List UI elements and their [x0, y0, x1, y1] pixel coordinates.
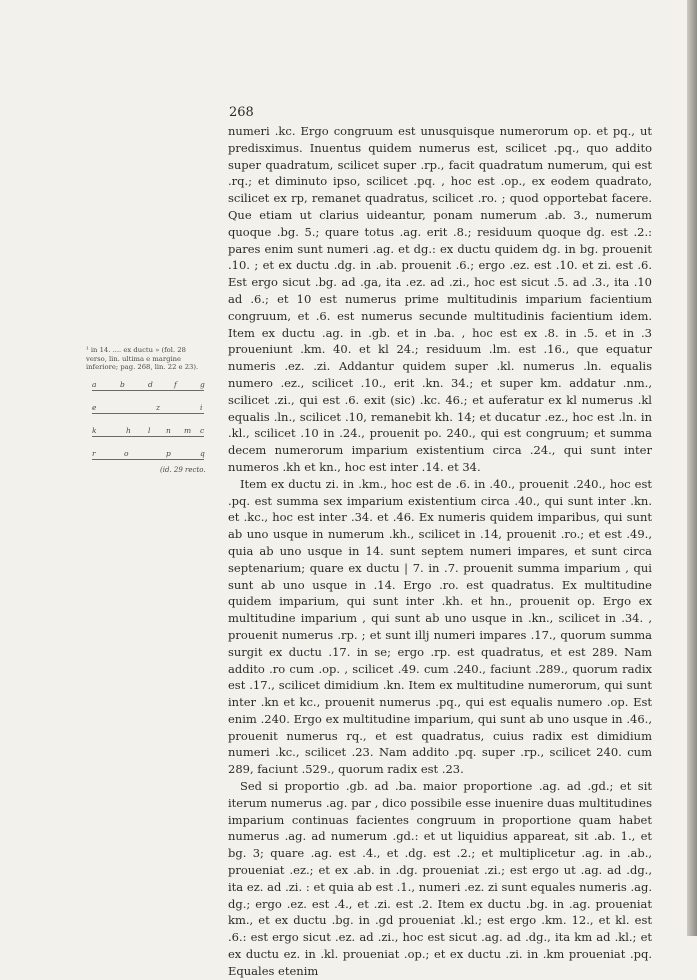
paragraph-3: Sed si proportio .gb. ad .ba. maior proportione .ag. ad .gd.; et sit iterum numerus .ag. par , dico possibile esse inuenire duas multitudines imparium continuas facientes congruum in proportione quam habet numerus .ag. ad numerum .gd.: et ut liquidius appareat, sit .ab. 1., et bg. 3; quare .ag. est .4., et .dg. est .2.; et multiplicetur .ag. in .ab., proueniat .ez.; et ex .ab. in .dg. proueniat .zi.; est ergo ut .ag. ad .dg., ita ez. ad .zi. : et quia ab est .1., numeri .ez. zi sunt equales numeris .ag. dg.; ergo .ez. est .4., et .zi. est .2. Item ex ductu .bg. in .ag. proueniat km., et ex ductu .bg. in .gd proueniat .kl.; est ergo .km. 12., et kl. est .6.: est ergo sicut .ez. ad .zi., hoc est sicut .ag. ad .dg., ita km ad .kl.; et ex ductu ez. in .kl. proueniat .op.; et ex ductu .zi. in .km proueniat .pq. Equales etenim	[228, 779, 652, 978]
figure-row-2	[92, 403, 204, 413]
figure-row-4	[92, 449, 204, 459]
figure-letter: d	[148, 380, 153, 389]
figure-segment-ei	[92, 413, 204, 414]
marginal-figure	[92, 380, 204, 472]
figure-letter: c	[200, 426, 205, 435]
figure-letter: n	[166, 426, 171, 435]
figure-letter: p	[166, 449, 171, 458]
margin-note: ¹ in 14. .... ex ductu » (fol. 28 verso, lin. ultima e margine inferiore; pag. 268, lin. 22 e 23).	[86, 346, 199, 372]
figure-letter: b	[120, 380, 125, 389]
page-number: 268	[229, 105, 254, 120]
paragraph-2: Item ex ductu zi. in .km., hoc est de .6. in .40., prouenit .240., hoc est .pq. est summa sex imparium existentium circa .40., qui sunt inter .kn. et .kc., hoc est inter .34. et .46. Ex numeris quidem imparibus, qui sunt ab uno usque in numerum .kh., scilicet in .14, prouenit .ro.; et est .49., quia ab uno usque in 14. sunt septem numeri impares, et sunt circa septenarium; quare ex ductu | 7. in .7. prouenit summa imparium , qui sunt ab uno usque in .14. Ergo .ro. est quadratus. Ex multitudine quidem imparium, qui sunt inter .kh. et hn., prouenit op. Ergo ex multitudine imparium , qui sunt ab uno usque in .kn., scilicet in .34. , prouenit numerus .rp. ; et sunt illj numeri impares .17., quorum summa surgit ex ductu .17. in se; ergo .rp. est quadratus, et est 289. Nam addito .ro cum .op. , scilicet .49. cum .240., faciunt .289., quorum radix est .17., scilicet dimidium .kn. Item ex multitudine numerorum, qui sunt inter .kn et kc., prouenit numerus .pq., qui est equalis numero .op. Est enim .240. Ergo ex multitudine imparium, qui sunt ab uno usque in .46., prouenit numerus rq., et est quadratus, cuius radix est dimidium numeri .kc., scilicet .23. Nam addito .pq. super .rp., scilicet 240. cum 289, faciunt .529., quorum radix est .23.	[228, 476, 652, 777]
figure-segment-rq	[92, 459, 204, 460]
figure-letter: l	[148, 426, 151, 435]
figure-letter: g	[200, 380, 205, 389]
figure-folio-reference: (id. 29 recto.	[160, 466, 206, 474]
paragraph-1: numeri .kc. Ergo congruum est unusquisque numerorum op. et pq., ut predisximus. Inuentus quidem numerus est, scilicet .pq., quo addito super quadratum, scilicet super .rp., facit quadratum numerum, qui est .rq.; et diminuto ipso, scilicet .pq. , hoc est .op., ex eodem quadrato, scilicet ex rp, remanet quadratus, scilicet .ro. ; quod opportebat facere. Que etiam ut clarius uideantur, ponam numerum .ab. 3., numerum quoque .bg. 5.; quare totus .ag. erit .8.; residuum quoque dg. est .2.: pares enim sunt numeri .ag. et dg.: ex ductu quidem dg. in bg. prouenit .10. ; et ex ductu .dg. in .ab. prouenit .6.; ergo .ez. est .10. et zi. est .6. Est ergo sicut .bg. ad .ga, ita .ez. ad .zi., hoc est sicut .5. ad .3., ita .10 ad .6.; et 10 est numerus prime multitudinis imparium facientium congruum, et .6. est numerus secunde multitudinis facientium idem. Item ex ductu .ag. in .gb. et in .ba. , hoc est ex .8. in .5. et in .3 proueniunt .km. 40. et kl 24.; residuum .lm. est .16., que equatur numeris .ez. .zi. Addantur quidem super .kl. numerus .ln. equalis numero .ez., scilicet .10., erit .kn. 34.; et super km. addatur .nm., scilicet .zi., qui est .6. exit (sic) .kc. 46.; et auferatur ex kl numerus .kl equalis .ln., scilicet .10, remanebit kh. 14; et ducatur .ez., hoc est .ln. in .kl., scilicet .10 in .24., prouenit po. 240., qui est congruum; et summa decem numerorum imparium existentium circa .24., qui sunt inter numeros .kh et kn., hoc est inter .14. et 34.	[228, 124, 652, 474]
main-text	[228, 123, 652, 980]
figure-letter: h	[126, 426, 131, 435]
figure-letter: r	[92, 449, 96, 458]
page-gutter-shadow	[687, 0, 697, 936]
figure-row-3	[92, 426, 204, 436]
figure-segment-ag	[92, 390, 204, 391]
figure-letter: z	[156, 403, 160, 412]
figure-letter: o	[124, 449, 129, 458]
figure-letter: k	[92, 426, 97, 435]
figure-letter: q	[200, 449, 205, 458]
figure-row-1	[92, 380, 204, 390]
figure-letter: a	[92, 380, 97, 389]
figure-segment-kc	[92, 436, 204, 437]
figure-letter: f	[174, 380, 177, 389]
figure-letter: e	[92, 403, 97, 412]
figure-letter: i	[200, 403, 203, 412]
figure-letter: m	[184, 426, 192, 435]
